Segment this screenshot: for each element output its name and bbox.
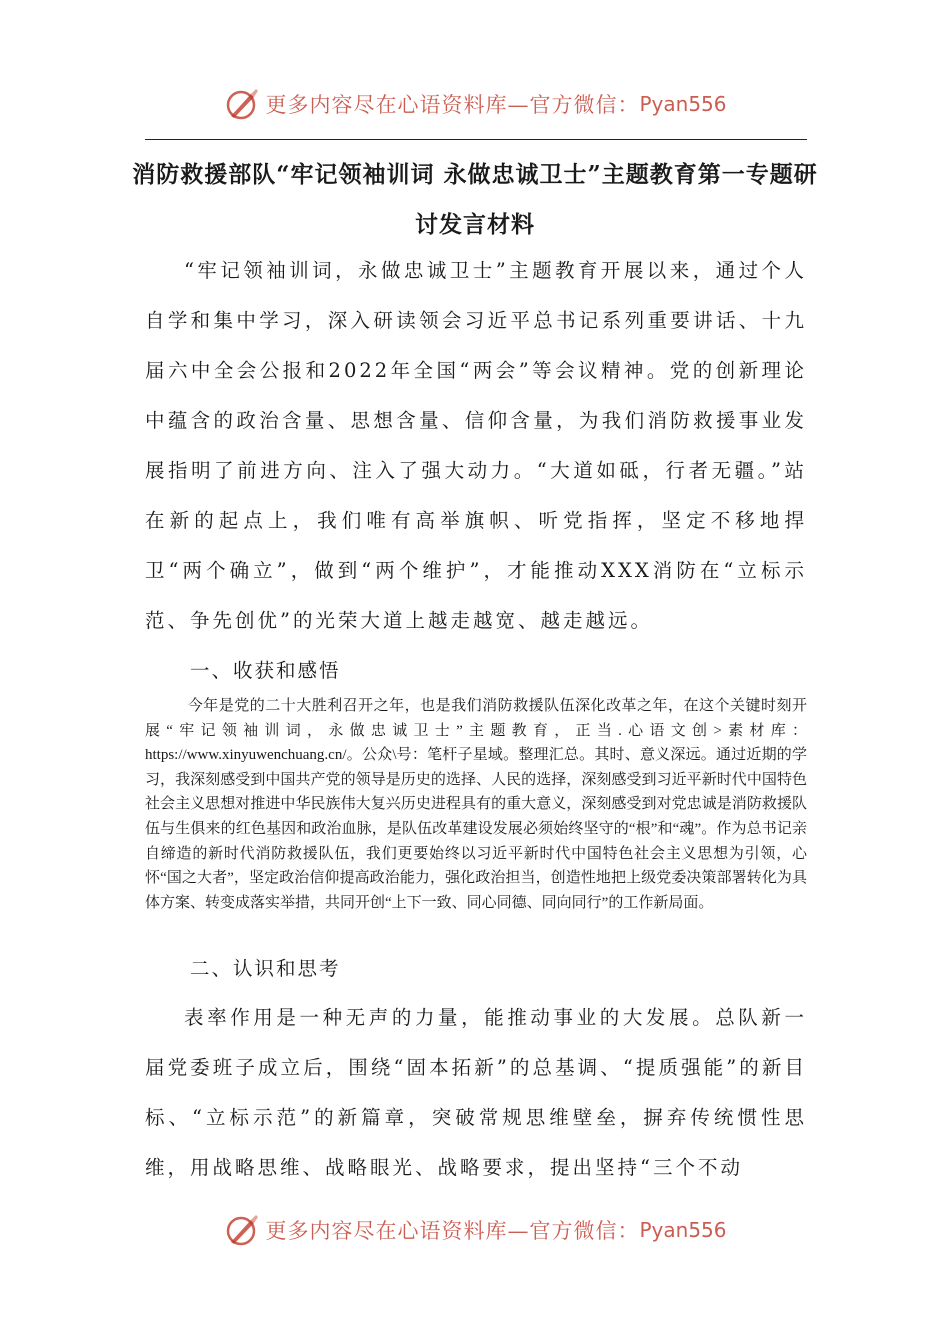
section-heading-2: 二、认识和思考 [190,957,341,980]
banner-text: 更多内容尽在心语资料库—官方微信： [265,93,640,117]
banner-text: 更多内容尽在心语资料库—官方微信： [265,1219,640,1243]
paragraph-gains: 今年是党的二十大胜利召开之年，也是我们消防救援队伍深化改革之年，在这个关键时刻开展“牢记领袖训词，永做忠诚卫士”主题教育，正当.心语文创>素材库：https://www.xinyuwenchuang.cn/。公众\号：笔杆子星域。整理汇总。其时、意义深远。通过近期的学习，我深刻感受到中国共产党的领导是历史的选择、人民的选择，深刻感受到习近平新时代中国特色社会主义思想对推进中华民族伟大复兴历史进程具有的重大意义，深刻感受到对党忠诚是消防救援队伍与生俱来的红色基因和政治血脉，是队伍改革建设发展必须始终坚守的“根”和“魂”。作为总书记亲自缔造的新时代消防救援队伍，我们更要始终以习近平新时代中国特色社会主义思想为引领，心怀“国之大者”，坚定政治信仰提高政治能力，强化政治担当，创造性地把上级党委决策部署转化为具体方案、转变成落实举措，共同开创“上下一致、同心同德、同向同行”的工作新局面。 [145,698,807,911]
pen-logo-icon [223,1212,261,1248]
banner-wechat-id: Pyan556 [639,92,727,116]
header-divider [145,139,807,140]
footer-watermark-banner [0,1210,950,1250]
paragraph-intro: “牢记领袖训词，永做忠诚卫士”主题教育开展以来，通过个人自学和集中学习，深入研读领会习近平总书记系列重要讲话、十九届六中全会公报和2022年全国“两会”等会议精神。党的创新理论中蕴含的政治含量、思想含量、信仰含量，为我们消防救援事业发展指明了前进方向、注入了强大动力。“大道如砥，行者无疆。”站在新的起点上，我们唯有高举旗帜、听党指挥，坚定不移地捍卫“两个确立”，做到“两个维护”，才能推动XXX消防在“立标示范、争先创优”的光荣大道上越走越宽、越走越远。 [145,259,807,632]
paragraph-thinking: 表率作用是一种无声的力量，能推动事业的大发展。总队新一届党委班子成立后，围绕“固本拓新”的总基调、“提质强能”的新目标、“立标示范”的新篇章，突破常规思维壁垒，摒弃传统惯性思维，用战略思维、战略眼光、战略要求，提出坚持“三个不动 [145,1006,807,1179]
document-title: 消防救援部队“牢记领袖训词 永做忠诚卫士”主题教育第一专题研讨发言材料 [132,161,818,238]
header-watermark-banner [0,84,950,124]
section-heading-1: 一、收获和感悟 [190,659,341,682]
pen-logo-icon [223,86,261,122]
banner-wechat-id: Pyan556 [639,1218,727,1242]
